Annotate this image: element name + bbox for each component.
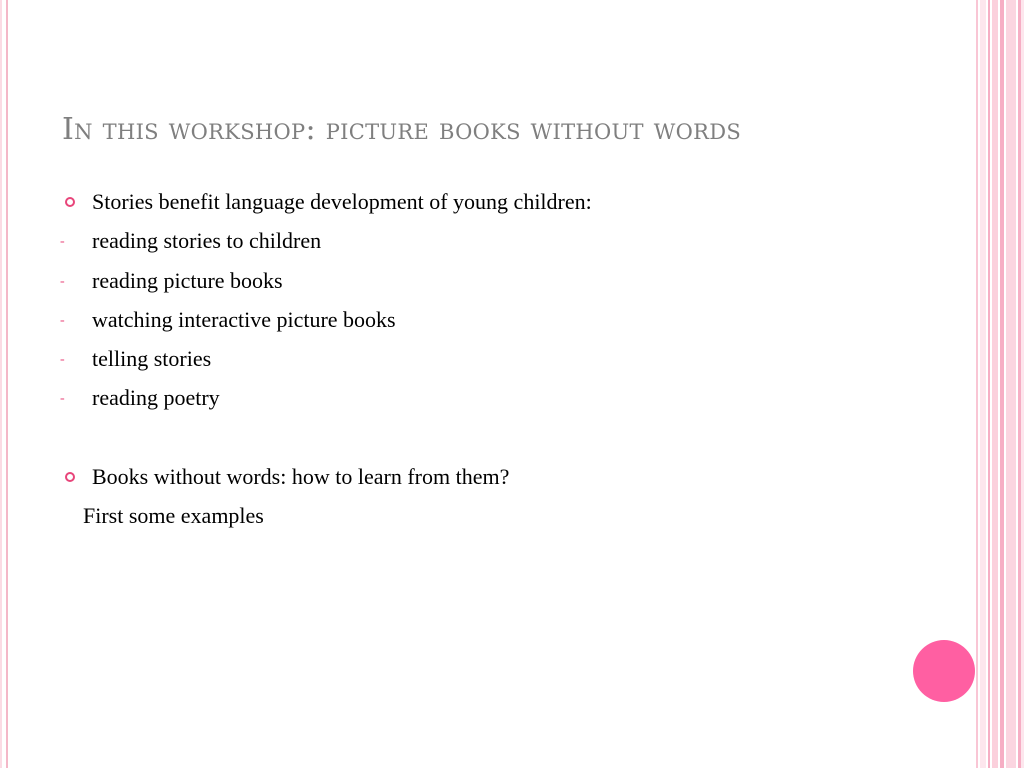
dash-text: watching interactive picture books [92,306,396,332]
stripe-5 [1000,0,1004,768]
dash-text: reading poetry [92,385,220,411]
bullet-text: Stories benefit language development of young children: [92,189,592,214]
spacer [60,420,940,459]
ring-bullet-icon [65,197,75,207]
stripe-4 [992,0,998,768]
dash-line [60,380,940,419]
left-border-outer [0,0,2,768]
dash-text: reading stories to children [92,228,322,254]
stripe-1 [976,0,978,768]
plain-text: First some examples [83,503,264,529]
dash-line [60,263,940,302]
plain-line [60,498,940,537]
decorative-dot-icon [913,640,975,702]
dash-bullet-icon: - [60,352,65,368]
left-border [6,0,8,768]
dash-bullet-icon: - [60,312,65,328]
stripe-3 [988,0,990,768]
dash-bullet-icon: - [60,234,65,250]
dash-bullet-icon: - [60,391,65,407]
dash-text: telling stories [92,346,212,372]
dash-line [60,223,940,262]
slide-content [60,184,940,537]
dash-text: reading picture books [92,267,283,293]
right-stripes [976,0,1024,768]
dash-bullet-icon: - [60,273,65,289]
bullet-line [60,459,940,498]
stripe-2 [980,0,986,768]
dash-line [60,341,940,380]
bullet-text: Books without words: how to learn from them? [92,463,510,489]
stripe-6 [1006,0,1016,768]
ring-bullet-icon [65,472,75,482]
bullet-line [60,184,940,223]
dash-line [60,302,940,341]
slide-title: In this workshop: picture books without words [62,112,742,147]
